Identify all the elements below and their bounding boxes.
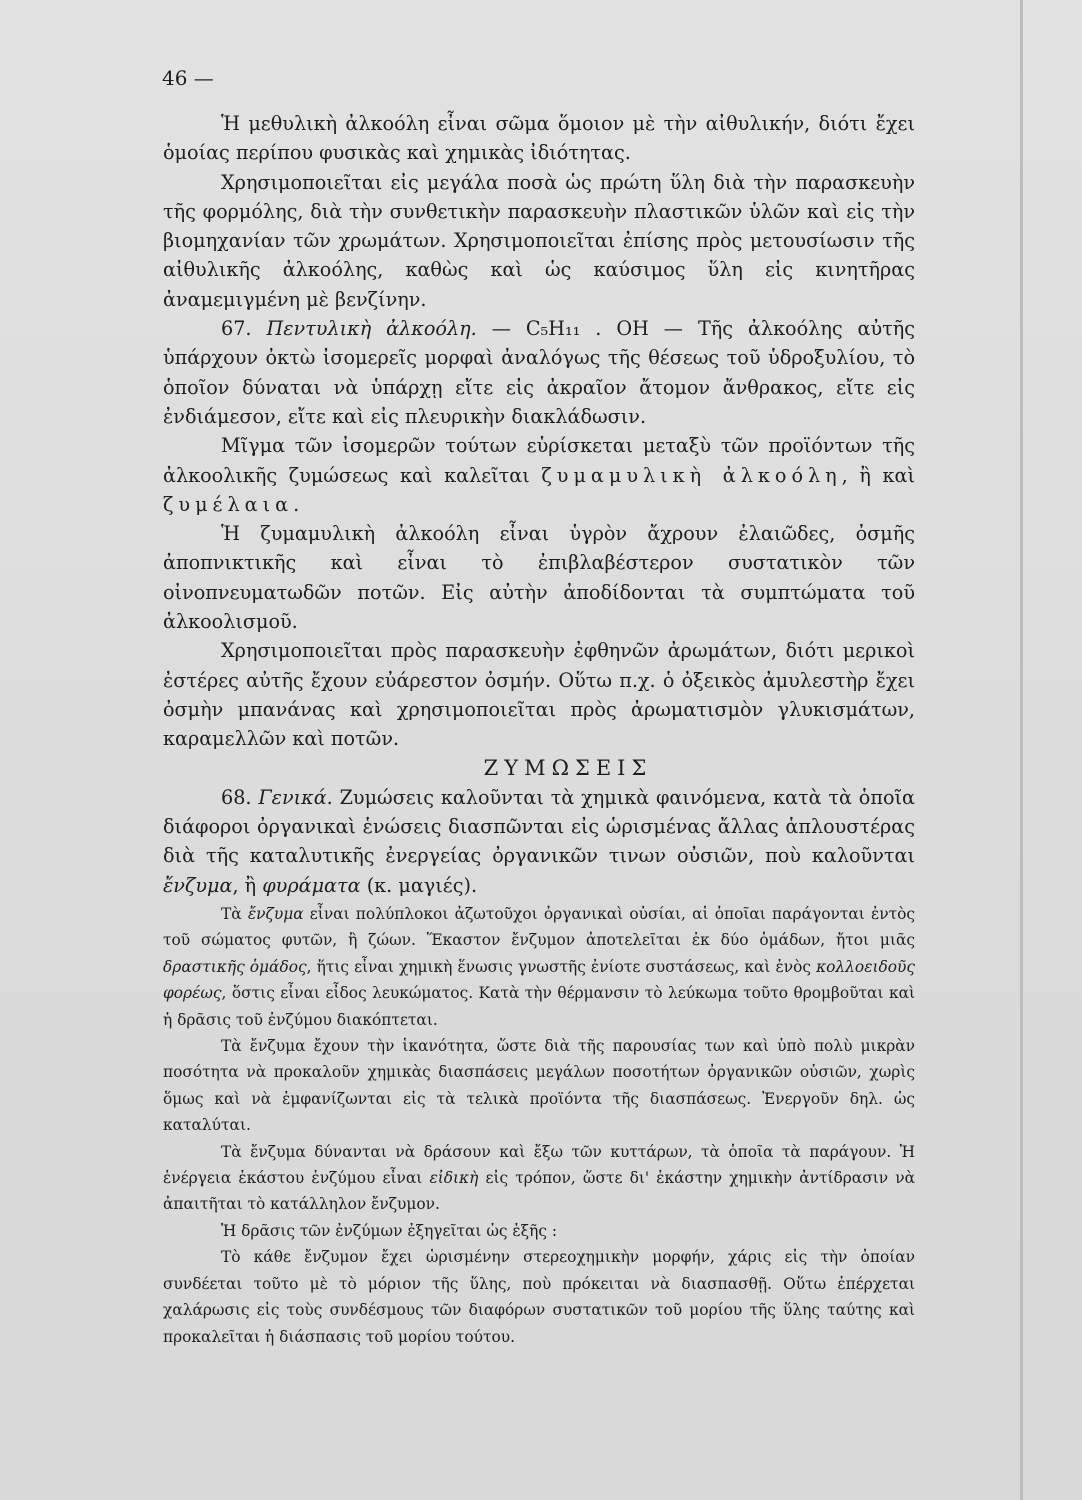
mixture-text-1: Μῖγμα τῶν ἰσομερῶν τούτων εὑρίσκεται μεταξὺ τῶν προϊόντων τῆς ἀλκοολικῆς ζυμώσεως καὶ καλεῖται <box>163 434 915 487</box>
term-zymelaia: ζυμέλαια <box>163 492 294 516</box>
note-enzymes-mechanism: Τὸ κάθε ἔνζυμον ἔχει ὡρισμένην στερεοχημικὴν μορφήν, χάρις εἰς τὴν ὁποίαν συνδέεται τοῦτο μὲ τὸ μόριον τῆς ὕλης, ποὺ πρόκειται νὰ διασπασθῇ. Οὕτω ἐπέρχεται χαλάρωσις εἰς τοὺς συνδέσμους τῶν διαφόρων συστατικῶν τοῦ μορίου τῆς ὕλης ταύτης καὶ προκαλεῖται ἡ διάσπασις τοῦ μορίου τούτου. <box>163 1248 915 1346</box>
section-68-text-1: Ζυμώσεις καλοῦνται τὰ χημικὰ φαινόμενα, κατὰ τὰ ὁποῖα διάφοροι ὀργανικαὶ ἑνώσεις διασπῶνται εἰς ὡρισμένας ἄλλας ἁπλουστέρας διὰ τῆς καταλυτικῆς ἐνεργείας ὀργανικῶν τινων οὐσιῶν, ποὺ καλοῦνται <box>163 785 915 868</box>
note1-text-2: εἶναι πολύπλοκοι ἀζωτοῦχοι ὀργανικαὶ οὐσίαι, αἱ ὁποῖαι παράγονται ἐντὸς τοῦ σώματος φυτῶν, ἢ ζώων. Ἕκαστον ἔνζυμον ἀποτελεῖται ἐκ δύο ὁμάδων, ἤτοι μιᾶς <box>163 905 915 950</box>
mixture-text-2: , ἢ καὶ <box>841 463 915 487</box>
section-67-text: Τῆς ἀλκοόλης αὐτῆς ὑπάρχουν ὀκτὼ ἰσομερεῖς μορφαὶ ἀναλόγως τῆς θέσεως τοῦ ὑδροξυλίου, τὸ ὁποῖον δύναται νὰ ὑπάρχῃ εἴτε εἰς ἀκραῖον ἄτομον ἄνθρακος, εἴτε εἰς ἐνδιάμεσον, εἴτε καὶ εἰς πλευρικὴν διακλάδωσιν. <box>163 317 916 428</box>
section-68-number: 68. <box>221 785 252 809</box>
note1-text-1: Τὰ <box>221 905 248 924</box>
page-fold-shadow <box>1020 0 1023 1500</box>
note-enzymes-explain: Ἡ δρᾶσις τῶν ἐνζύμων ἐξηγεῖται ὡς ἑξῆς : <box>221 1221 558 1240</box>
section-heading: ΖΥΜΩΣΕΙΣ <box>483 755 653 780</box>
note-enzymes-ability: Τὰ ἔνζυμα ἔχουν τὴν ἱκανότητα, ὥστε διὰ τῆς παρουσίας των καὶ ὑπὸ πολὺ μικρὰν ποσότητα νὰ προκαλοῦν χημικὰς διασπάσεις μεγάλων ποσοτήτων ὀργανικῶν οὐσιῶν, χωρὶς ὅμως καὶ νὰ ἐμφανίζωνται εἰς τὰ τελικὰ προϊόντα τῆς διασπάσεως. Ἐνεργοῦν δηλ. ὡς καταλύται. <box>163 1037 915 1135</box>
section-67-formula: — C₅H₁₁ . OH — <box>491 317 683 341</box>
page-number: 46 — <box>162 66 214 90</box>
note1-term-enzymes: ἔνζυμα <box>247 905 304 924</box>
section-67-paragraph <box>163 314 915 431</box>
paragraph-mixture <box>163 431 915 519</box>
paragraph-toxicity: Ἡ ζυμαμυλικὴ ἀλκοόλη εἶναι ὑγρὸν ἄχρουν ἐλαιῶδες, ὀσμῆς ἀποπνικτικῆς καὶ εἶναι τὸ ἐπιβλαβέστερον συστατικὸν τῶν οἰνοπνευματωδῶν ποτῶν. Εἰς αὐτὴν ἀποδίδονται τὰ συμπτώματα τοῦ ἀλκοολισμοῦ. <box>163 522 915 634</box>
section-68-title: Γενικά. <box>258 785 333 809</box>
note-enzymes-cells <box>163 1139 915 1218</box>
main-text <box>163 109 915 1350</box>
small-print-notes <box>163 901 915 1350</box>
note3-text-1: Τὰ ἔνζυμα δύνανται νὰ δράσουν καὶ ἔξω τῶν κυττάρων, τὰ ὁποῖα τὰ παράγουν. Ἡ ἐνέργεια ἑκάστου ἐνζύμου εἶναι <box>163 1142 915 1188</box>
section-67-number: 67. <box>221 317 252 341</box>
paragraph-uses: Χρησιμοποιεῖται εἰς μεγάλα ποσὰ ὡς πρώτη ὕλη διὰ τὴν παρασκευὴν τῆς φορμόλης, διὰ τὴν συνθετικὴν παρασκευὴν πλαστικῶν ὑλῶν καὶ εἰς τὴν βιομηχανίαν τῶν χρωμάτων. Χρησιμοποιεῖται ἐπίσης πρὸς μετουσίωσιν τῆς αἰθυλικῆς ἀλκοόλης, καθὼς καὶ ὡς καύσιμος ὕλη εἰς κινητῆρας ἀναμεμιγμένη μὲ βενζίνην. <box>163 170 915 311</box>
term-enzymes: ἔνζυμα <box>163 873 233 897</box>
note1-term-active-group: δραστικῆς ὁμάδος <box>163 957 307 976</box>
note3-text-2: εἰς τρόπον, ὥστε δι' ἑκάστην χημικὴν ἀντίδρασιν νὰ ἀπαιτῆται τὸ κατάλληλον ἔνζυμον. <box>163 1169 915 1214</box>
note-enzymes-definition <box>163 901 915 1033</box>
term-zymamyl-alcohol: ζυμαμυλικὴ ἀλκοόλη <box>541 463 842 487</box>
section-68-paragraph <box>163 783 915 900</box>
term-ferments: φυράματα <box>262 873 361 897</box>
mixture-text-3: . <box>293 492 300 516</box>
note1-text-4: , ὅστις εἶναι εἶδος λευκώματος. Κατὰ τὴν θέρμανσιν τὸ λεύκωμα τοῦτο θρομβοῦται καὶ ἡ δρᾶσις τοῦ ἐνζύμου διακόπτεται. <box>163 984 915 1029</box>
note1-term-colloid-carrier: κολλοειδοῦς φορέως <box>163 957 915 1003</box>
note3-term-specific: εἰδικὴ <box>429 1169 479 1188</box>
note1-text-3: , ἥτις εἶναι χημικὴ ἕνωσις γνωστῆς ἐνίοτε συστάσεως, καὶ ἑνὸς <box>306 957 817 976</box>
section-68-text-2: , ἢ <box>232 873 263 897</box>
paragraph-methyl-alcohol: Ἡ μεθυλικὴ ἀλκοόλη εἶναι σῶμα ὅμοιον μὲ τὴν αἰθυλικήν, διότι ἔχει ὁμοίας περίπου φυσικὰς καὶ χημικὰς ἰδιότητας. <box>163 112 915 165</box>
section-68-text-3: (κ. μαγιές). <box>360 873 478 897</box>
section-67-title: Πεντυλικὴ ἀλκοόλη. <box>266 317 477 341</box>
paragraph-perfumes: Χρησιμοποιεῖται πρὸς παρασκευὴν ἐφθηνῶν ἀρωμάτων, διότι μερικοὶ ἐστέρες αὐτῆς ἔχουν εὐάρεστον ὀσμήν. Οὕτω π.χ. ὁ ὀξεικὸς ἀμυλεστὴρ ἔχει ὀσμὴν μπανάνας καὶ χρησιμοποιεῖται πρὸς ἀρωματισμὸν γλυκισμάτων, καραμελλῶν καὶ ποτῶν. <box>163 639 915 751</box>
